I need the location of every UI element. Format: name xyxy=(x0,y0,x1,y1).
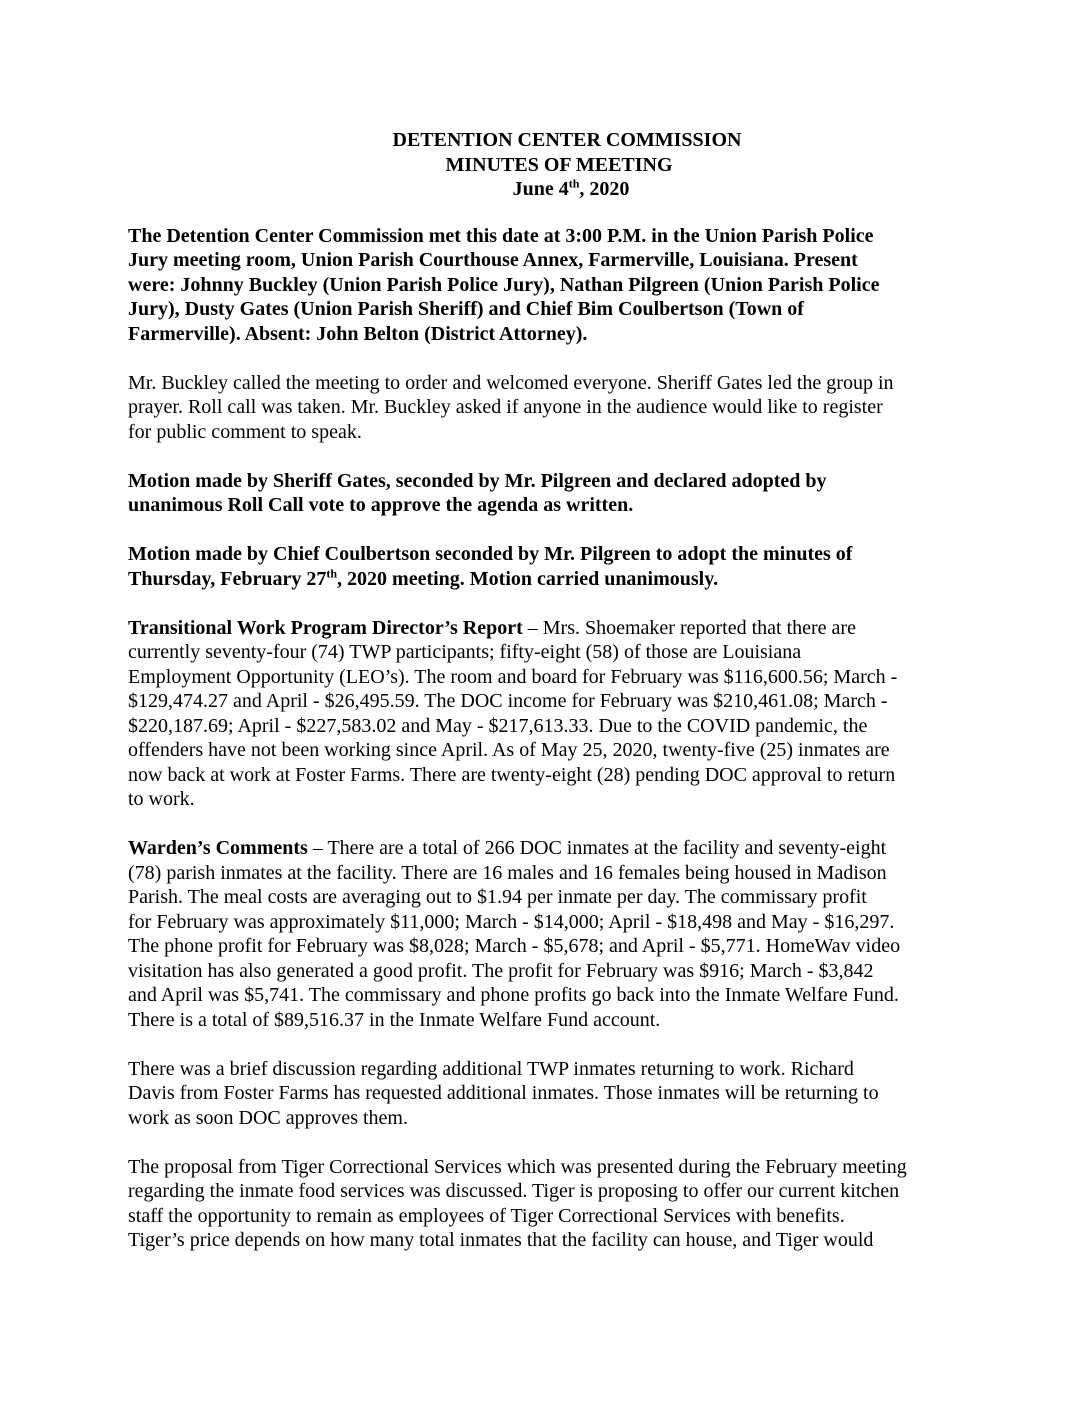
attendance-line: Farmerville). Absent: John Belton (District Attorney). xyxy=(128,322,588,345)
wardens-comments-line: visitation has also generated a good profit. The profit for February was $916; March - $3,842 xyxy=(128,959,874,982)
tiger-proposal-line: The proposal from Tiger Correctional Services which was presented during the February meeting xyxy=(128,1155,907,1178)
opening-paragraph xyxy=(128,371,968,445)
motion-minutes-line xyxy=(128,567,968,592)
motion-agenda-line: unanimous Roll Call vote to approve the agenda as written. xyxy=(128,494,634,516)
wardens-comments-line: The phone profit for February was $8,028; March - $5,678; and April - $5,771. HomeWav video xyxy=(128,935,901,957)
wardens-comments-heading: Warden’s Comments xyxy=(128,837,308,859)
header-date xyxy=(174,177,968,202)
tiger-proposal-line: staff the opportunity to remain as employees of Tiger Correctional Services with benefits. xyxy=(128,1204,845,1227)
wardens-comments-line: Parish. The meal costs are averaging out to $1.94 per inmate per day. The commissary profit xyxy=(128,886,867,908)
twp-report-heading: Transitional Work Program Director’s Report xyxy=(128,616,523,639)
header-subtitle: MINUTES OF MEETING xyxy=(445,153,673,176)
twp-report-line: offenders have not been working since April. As of May 25, 2020, twenty-five (25) inmates are xyxy=(128,739,890,761)
motion-minutes-paragraph xyxy=(128,542,968,591)
document-page xyxy=(128,128,968,1277)
motion-agenda-paragraph xyxy=(128,469,968,518)
twp-discussion-line: There was a brief discussion regarding additional TWP inmates returning to work. Richard xyxy=(128,1057,854,1080)
header-date-suffix: , 2020 xyxy=(579,178,630,200)
attendance-line: were: Johnny Buckley (Union Parish Police Jury), Nathan Pilgreen (Union Parish Police xyxy=(128,273,880,296)
motion-minutes-line: Motion made by Chief Coulbertson seconded by Mr. Pilgreen to adopt the minutes of xyxy=(128,543,853,565)
twp-report-line: $220,187.69; April - $227,583.02 and May - $217,613.33. Due to the COVID pandemic, the xyxy=(128,714,868,737)
tiger-proposal-line: regarding the inmate food services was discussed. Tiger is proposing to offer our current kitchen xyxy=(128,1180,900,1202)
wardens-comments-first-line xyxy=(128,836,968,861)
twp-report-line: currently seventy-four (74) TWP participants; fifty-eight (58) of those are Louisiana xyxy=(128,641,802,663)
wardens-comments-line: (78) parish inmates at the facility. There are 16 males and 16 females being housed in Madison xyxy=(128,861,887,884)
attendance-paragraph xyxy=(128,224,968,347)
wardens-comments-paragraph xyxy=(128,836,968,1032)
header-title: DETENTION CENTER COMMISSION xyxy=(392,129,742,151)
twp-report-line: Employment Opportunity (LEO’s). The room and board for February was $116,600.56; March - xyxy=(128,665,898,688)
wardens-comments-line: and April was $5,741. The commissary and phone profits go back into the Inmate Welfare Fund. xyxy=(128,984,899,1006)
twp-report-line: $129,474.27 and April - $26,495.59. The DOC income for February was $210,461.08; March - xyxy=(128,690,888,712)
opening-line: Mr. Buckley called the meeting to order and welcomed everyone. Sheriff Gates led the group in xyxy=(128,371,894,394)
header-date-prefix: June 4 xyxy=(512,178,569,200)
wardens-comments-first-line-text: – There are a total of 266 DOC inmates at the facility and seventy-eight xyxy=(307,837,887,859)
motion-minutes-date-prefix: Thursday, February 27 xyxy=(128,567,327,590)
tiger-proposal-paragraph xyxy=(128,1155,968,1253)
attendance-line: Jury), Dusty Gates (Union Parish Sheriff) and Chief Bim Coulbertson (Town of xyxy=(128,298,804,320)
wardens-comments-line: There is a total of $89,516.37 in the Inmate Welfare Fund account. xyxy=(128,1008,661,1031)
document-header xyxy=(128,128,968,202)
motion-minutes-date-suffix: , 2020 meeting. Motion carried unanimously. xyxy=(337,567,719,590)
motion-agenda-line: Motion made by Sheriff Gates, seconded by Mr. Pilgreen and declared adopted by xyxy=(128,469,827,492)
twp-discussion-paragraph xyxy=(128,1057,968,1131)
attendance-line: The Detention Center Commission met this date at 3:00 P.M. in the Union Parish Police xyxy=(128,224,874,247)
twp-report-line: to work. xyxy=(128,788,195,810)
tiger-proposal-line: Tiger’s price depends on how many total inmates that the facility can house, and Tiger would xyxy=(128,1229,874,1251)
header-date-sup: th xyxy=(568,176,580,191)
twp-report-paragraph xyxy=(128,616,968,812)
attendance-line: Jury meeting room, Union Parish Courthouse Annex, Farmerville, Louisiana. Present xyxy=(128,249,858,271)
motion-minutes-date-sup: th xyxy=(326,565,338,580)
twp-report-line: now back at work at Foster Farms. There are twenty-eight (28) pending DOC approval to return xyxy=(128,763,896,786)
opening-line: for public comment to speak. xyxy=(128,420,362,443)
wardens-comments-line: for February was approximately $11,000; March - $14,000; April - $18,498 and May - $16,297. xyxy=(128,910,895,933)
opening-line: prayer. Roll call was taken. Mr. Buckley asked if anyone in the audience would like to register xyxy=(128,396,883,418)
twp-report-first-line xyxy=(128,616,968,641)
twp-report-first-line-text: – Mrs. Shoemaker reported that there are xyxy=(522,616,856,639)
twp-discussion-line: Davis from Foster Farms has requested additional inmates. Those inmates will be returning to xyxy=(128,1082,879,1104)
twp-discussion-line: work as soon DOC approves them. xyxy=(128,1106,408,1129)
